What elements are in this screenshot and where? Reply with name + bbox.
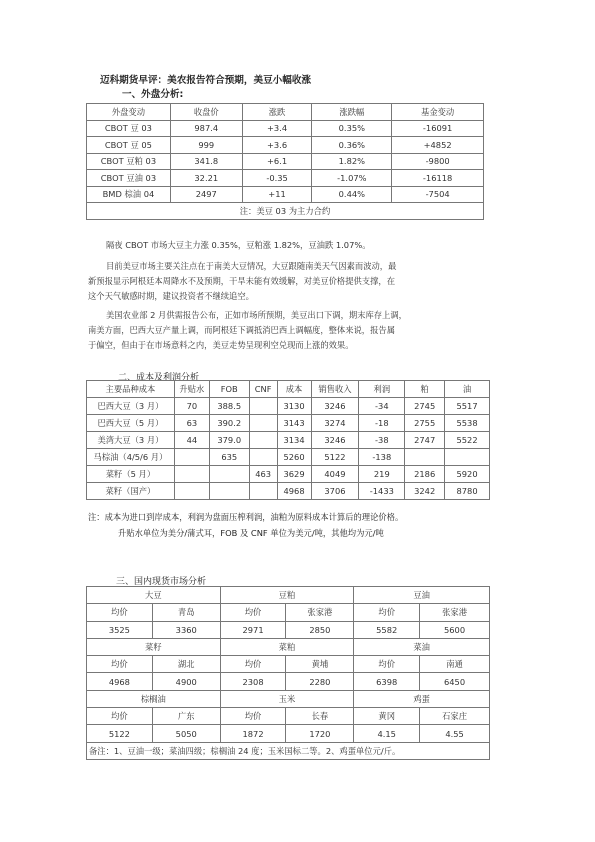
table-cell xyxy=(249,432,277,449)
commodity-name: 鸡蛋 xyxy=(354,690,490,707)
table-cell: 379.0 xyxy=(209,432,249,449)
paragraph-line: 隔夜 CBOT 市场大豆主力涨 0.35%，豆粕涨 1.82%，豆油跌 1.07%。 xyxy=(106,240,371,250)
subheader-cell: 石家庄 xyxy=(420,708,490,725)
section3-heading: 三、国内现货市场分析 xyxy=(116,577,207,587)
table-cell: 1720 xyxy=(286,725,354,742)
commodity-name: 菜油 xyxy=(354,638,490,655)
table-row xyxy=(87,186,484,203)
table-cell: 5582 xyxy=(354,621,420,638)
subheader-cell: 湖北 xyxy=(152,656,220,673)
table-cell: 4.15 xyxy=(354,725,420,742)
table-cell: 3246 xyxy=(311,398,359,415)
table-row xyxy=(87,432,490,449)
table-cell: -7504 xyxy=(392,186,484,203)
header-cell: 收盘价 xyxy=(170,104,242,121)
table-row xyxy=(87,137,484,154)
table-cell: 4968 xyxy=(277,483,311,500)
table-cell: 3274 xyxy=(311,415,359,432)
table-cell: +6.1 xyxy=(242,153,312,170)
table-note-row xyxy=(87,203,484,220)
subheader-cell: 黄埔 xyxy=(286,656,354,673)
table-cell xyxy=(249,415,277,432)
table-cell: 2745 xyxy=(405,398,445,415)
header-cell: 涨跌幅 xyxy=(312,104,392,121)
subheader-cell: 均价 xyxy=(354,604,420,621)
table-cell xyxy=(174,483,209,500)
table-cell: -18 xyxy=(359,415,405,432)
subheader-cell: 均价 xyxy=(87,656,153,673)
group-name-row xyxy=(87,690,490,707)
table-cell: 2971 xyxy=(220,621,286,638)
table-row xyxy=(87,621,490,638)
header-cell: FOB xyxy=(209,381,249,398)
table-cell: 4049 xyxy=(311,466,359,483)
table-cell: 5122 xyxy=(311,449,359,466)
section1-heading: 一、外盘分析: xyxy=(122,89,184,100)
commodity-name: 大豆 xyxy=(87,587,221,604)
table-row xyxy=(87,415,490,432)
table-cell: CBOT 豆 05 xyxy=(87,137,171,154)
table-row xyxy=(87,673,490,690)
subheader-cell: 均价 xyxy=(220,604,286,621)
table-cell xyxy=(174,466,209,483)
table-cell: 2280 xyxy=(286,673,354,690)
paragraph-line: 南美方面，巴西大豆产量上调，而阿根廷下调抵消巴西上调幅度，整体来说，报告属 xyxy=(88,325,395,335)
table-cell: 2755 xyxy=(405,415,445,432)
table-cell: 2850 xyxy=(286,621,354,638)
table-note: 注：美豆 03 为主力合约 xyxy=(87,203,484,220)
table-cell: 341.8 xyxy=(170,153,242,170)
header-cell: 升贴水 xyxy=(174,381,209,398)
table-cell: 0.36% xyxy=(312,137,392,154)
table-note-row xyxy=(87,742,490,759)
table-note: 升贴水单位为美分/蒲式耳，FOB 及 CNF 单位为美元/吨，其他均为元/吨 xyxy=(118,528,384,538)
table-cell: 2186 xyxy=(405,466,445,483)
table-row xyxy=(87,725,490,742)
table-row xyxy=(87,466,490,483)
header-cell: 基金变动 xyxy=(392,104,484,121)
table-cell: 巴西大豆（5 月） xyxy=(87,415,175,432)
table-cell: 8780 xyxy=(445,483,490,500)
subheader-row xyxy=(87,656,490,673)
table-row xyxy=(87,398,490,415)
table-cell: 63 xyxy=(174,415,209,432)
group-name-row xyxy=(87,587,490,604)
commodity-name: 菜籽 xyxy=(87,638,221,655)
header-cell: CNF xyxy=(249,381,277,398)
subheader-cell: 南通 xyxy=(420,656,490,673)
paragraph-line: 于偏空，但由于在市场意料之内，美豆走势呈现利空兑现而上涨的效果。 xyxy=(88,340,354,350)
table-cell: 388.5 xyxy=(209,398,249,415)
commodity-name: 豆油 xyxy=(354,587,490,604)
table-cell: 0.35% xyxy=(312,120,392,137)
header-cell: 粕 xyxy=(405,381,445,398)
table-header-row xyxy=(87,381,490,398)
subheader-cell: 黄冈 xyxy=(354,708,420,725)
table-cell xyxy=(249,449,277,466)
table-note: 注：成本为进口到岸成本，利润为盘面压榨利润，油粕为原料成本计算后的理论价格。 xyxy=(88,512,404,522)
table-cell: 1872 xyxy=(220,725,286,742)
table-header-row xyxy=(87,104,484,121)
table-cell: 菜籽（5 月） xyxy=(87,466,175,483)
subheader-cell: 均价 xyxy=(354,656,420,673)
subheader-cell: 长春 xyxy=(286,708,354,725)
table-cell: 5600 xyxy=(420,621,490,638)
table-cell: 3143 xyxy=(277,415,311,432)
table-cell: 5920 xyxy=(445,466,490,483)
table-cell: 巴西大豆（3 月） xyxy=(87,398,175,415)
subheader-cell: 均价 xyxy=(220,656,286,673)
table-cell: -16091 xyxy=(392,120,484,137)
table-note: 备注：1、豆油一级；菜油四级；棕榈油 24 度；玉米国标二等。2、鸡蛋单位元/斤。 xyxy=(87,742,490,759)
table-cell: 5517 xyxy=(445,398,490,415)
table-row xyxy=(87,170,484,187)
table-cell: 4968 xyxy=(87,673,153,690)
table-cell: 44 xyxy=(174,432,209,449)
table-cell: 70 xyxy=(174,398,209,415)
table-row xyxy=(87,153,484,170)
header-cell: 油 xyxy=(445,381,490,398)
subheader-cell: 张家港 xyxy=(420,604,490,621)
table-row xyxy=(87,483,490,500)
paragraph-line: 新预报显示阿根廷本周降水不及预期，干旱未能有效缓解，对美豆价格提供支撑，在 xyxy=(88,276,395,286)
table-cell: 3525 xyxy=(87,621,153,638)
table-cell: 3130 xyxy=(277,398,311,415)
table-cell xyxy=(174,449,209,466)
table-cell: 5122 xyxy=(87,725,153,742)
foreign-market-table xyxy=(86,103,484,220)
commodity-name: 菜粕 xyxy=(220,638,354,655)
paragraph-line: 这个天气敏感时期，建议投资者不继续追空。 xyxy=(88,291,254,301)
table-cell: 0.44% xyxy=(312,186,392,203)
header-cell: 外盘变动 xyxy=(87,104,171,121)
table-cell: 5260 xyxy=(277,449,311,466)
table-cell: 美湾大豆（3 月） xyxy=(87,432,175,449)
table-cell xyxy=(209,466,249,483)
table-cell: 3246 xyxy=(311,432,359,449)
table-cell: 1.82% xyxy=(312,153,392,170)
table-cell: 菜籽（国产） xyxy=(87,483,175,500)
table-cell: +3.4 xyxy=(242,120,312,137)
header-cell: 销售收入 xyxy=(311,381,359,398)
table-cell: 3360 xyxy=(152,621,220,638)
table-cell: 3134 xyxy=(277,432,311,449)
table-cell: 5522 xyxy=(445,432,490,449)
table-cell: -0.35 xyxy=(242,170,312,187)
table-cell xyxy=(249,398,277,415)
table-cell xyxy=(445,449,490,466)
table-cell: 2497 xyxy=(170,186,242,203)
subheader-cell: 张家港 xyxy=(286,604,354,621)
commodity-name: 豆粕 xyxy=(220,587,354,604)
subheader-cell: 青岛 xyxy=(152,604,220,621)
table-cell: 3629 xyxy=(277,466,311,483)
table-cell: 987.4 xyxy=(170,120,242,137)
subheader-cell: 均价 xyxy=(87,604,153,621)
table-cell: +11 xyxy=(242,186,312,203)
table-cell: 463 xyxy=(249,466,277,483)
table-cell: -34 xyxy=(359,398,405,415)
table-cell xyxy=(249,483,277,500)
section2-heading: 二、成本及利润分析 xyxy=(118,373,200,383)
table-cell: -38 xyxy=(359,432,405,449)
table-cell: 999 xyxy=(170,137,242,154)
subheader-row xyxy=(87,708,490,725)
table-cell: 6450 xyxy=(420,673,490,690)
subheader-row xyxy=(87,604,490,621)
table-cell xyxy=(405,449,445,466)
commodity-name: 玉米 xyxy=(220,690,354,707)
table-cell: CBOT 豆粕 03 xyxy=(87,153,171,170)
table-cell: 4.55 xyxy=(420,725,490,742)
subheader-cell: 均价 xyxy=(87,708,153,725)
table-cell: 5050 xyxy=(152,725,220,742)
table-cell: -9800 xyxy=(392,153,484,170)
table-cell: CBOT 豆油 03 xyxy=(87,170,171,187)
table-cell: 3242 xyxy=(405,483,445,500)
table-cell xyxy=(209,483,249,500)
table-cell: 3706 xyxy=(311,483,359,500)
table-cell: CBOT 豆 03 xyxy=(87,120,171,137)
group-name-row xyxy=(87,638,490,655)
table-row xyxy=(87,449,490,466)
table-cell: BMD 棕油 04 xyxy=(87,186,171,203)
table-cell: 马棕油（4/5/6 月） xyxy=(87,449,175,466)
table-cell: 390.2 xyxy=(209,415,249,432)
table-cell: -1.07% xyxy=(312,170,392,187)
table-cell: -1433 xyxy=(359,483,405,500)
paragraph-line: 美国农业部 2 月供需报告公布，正如市场所预期，美豆出口下调，期末库存上调， xyxy=(106,310,407,320)
header-cell: 成本 xyxy=(277,381,311,398)
header-cell: 利润 xyxy=(359,381,405,398)
table-row xyxy=(87,120,484,137)
table-cell: 32.21 xyxy=(170,170,242,187)
subheader-cell: 均价 xyxy=(220,708,286,725)
table-cell: 219 xyxy=(359,466,405,483)
header-cell: 主要品种成本 xyxy=(87,381,175,398)
spot-market-table xyxy=(86,586,490,760)
paragraph-line: 目前美豆市场主要关注点在于南美大豆情况，大豆跟随南美天气因素而波动，最 xyxy=(106,261,397,271)
table-cell: -138 xyxy=(359,449,405,466)
table-cell: +3.6 xyxy=(242,137,312,154)
table-cell: 4900 xyxy=(152,673,220,690)
table-cell: -16118 xyxy=(392,170,484,187)
subheader-cell: 广东 xyxy=(152,708,220,725)
table-cell: +4852 xyxy=(392,137,484,154)
table-cell: 2308 xyxy=(220,673,286,690)
table-cell: 5538 xyxy=(445,415,490,432)
table-cell: 635 xyxy=(209,449,249,466)
table-cell: 2747 xyxy=(405,432,445,449)
commodity-name: 棕榈油 xyxy=(87,690,221,707)
cost-profit-table xyxy=(86,380,490,500)
header-cell: 涨跌 xyxy=(242,104,312,121)
table-cell: 6398 xyxy=(354,673,420,690)
report-title: 迈科期货早评：美农报告符合预期，美豆小幅收涨 xyxy=(100,75,312,86)
